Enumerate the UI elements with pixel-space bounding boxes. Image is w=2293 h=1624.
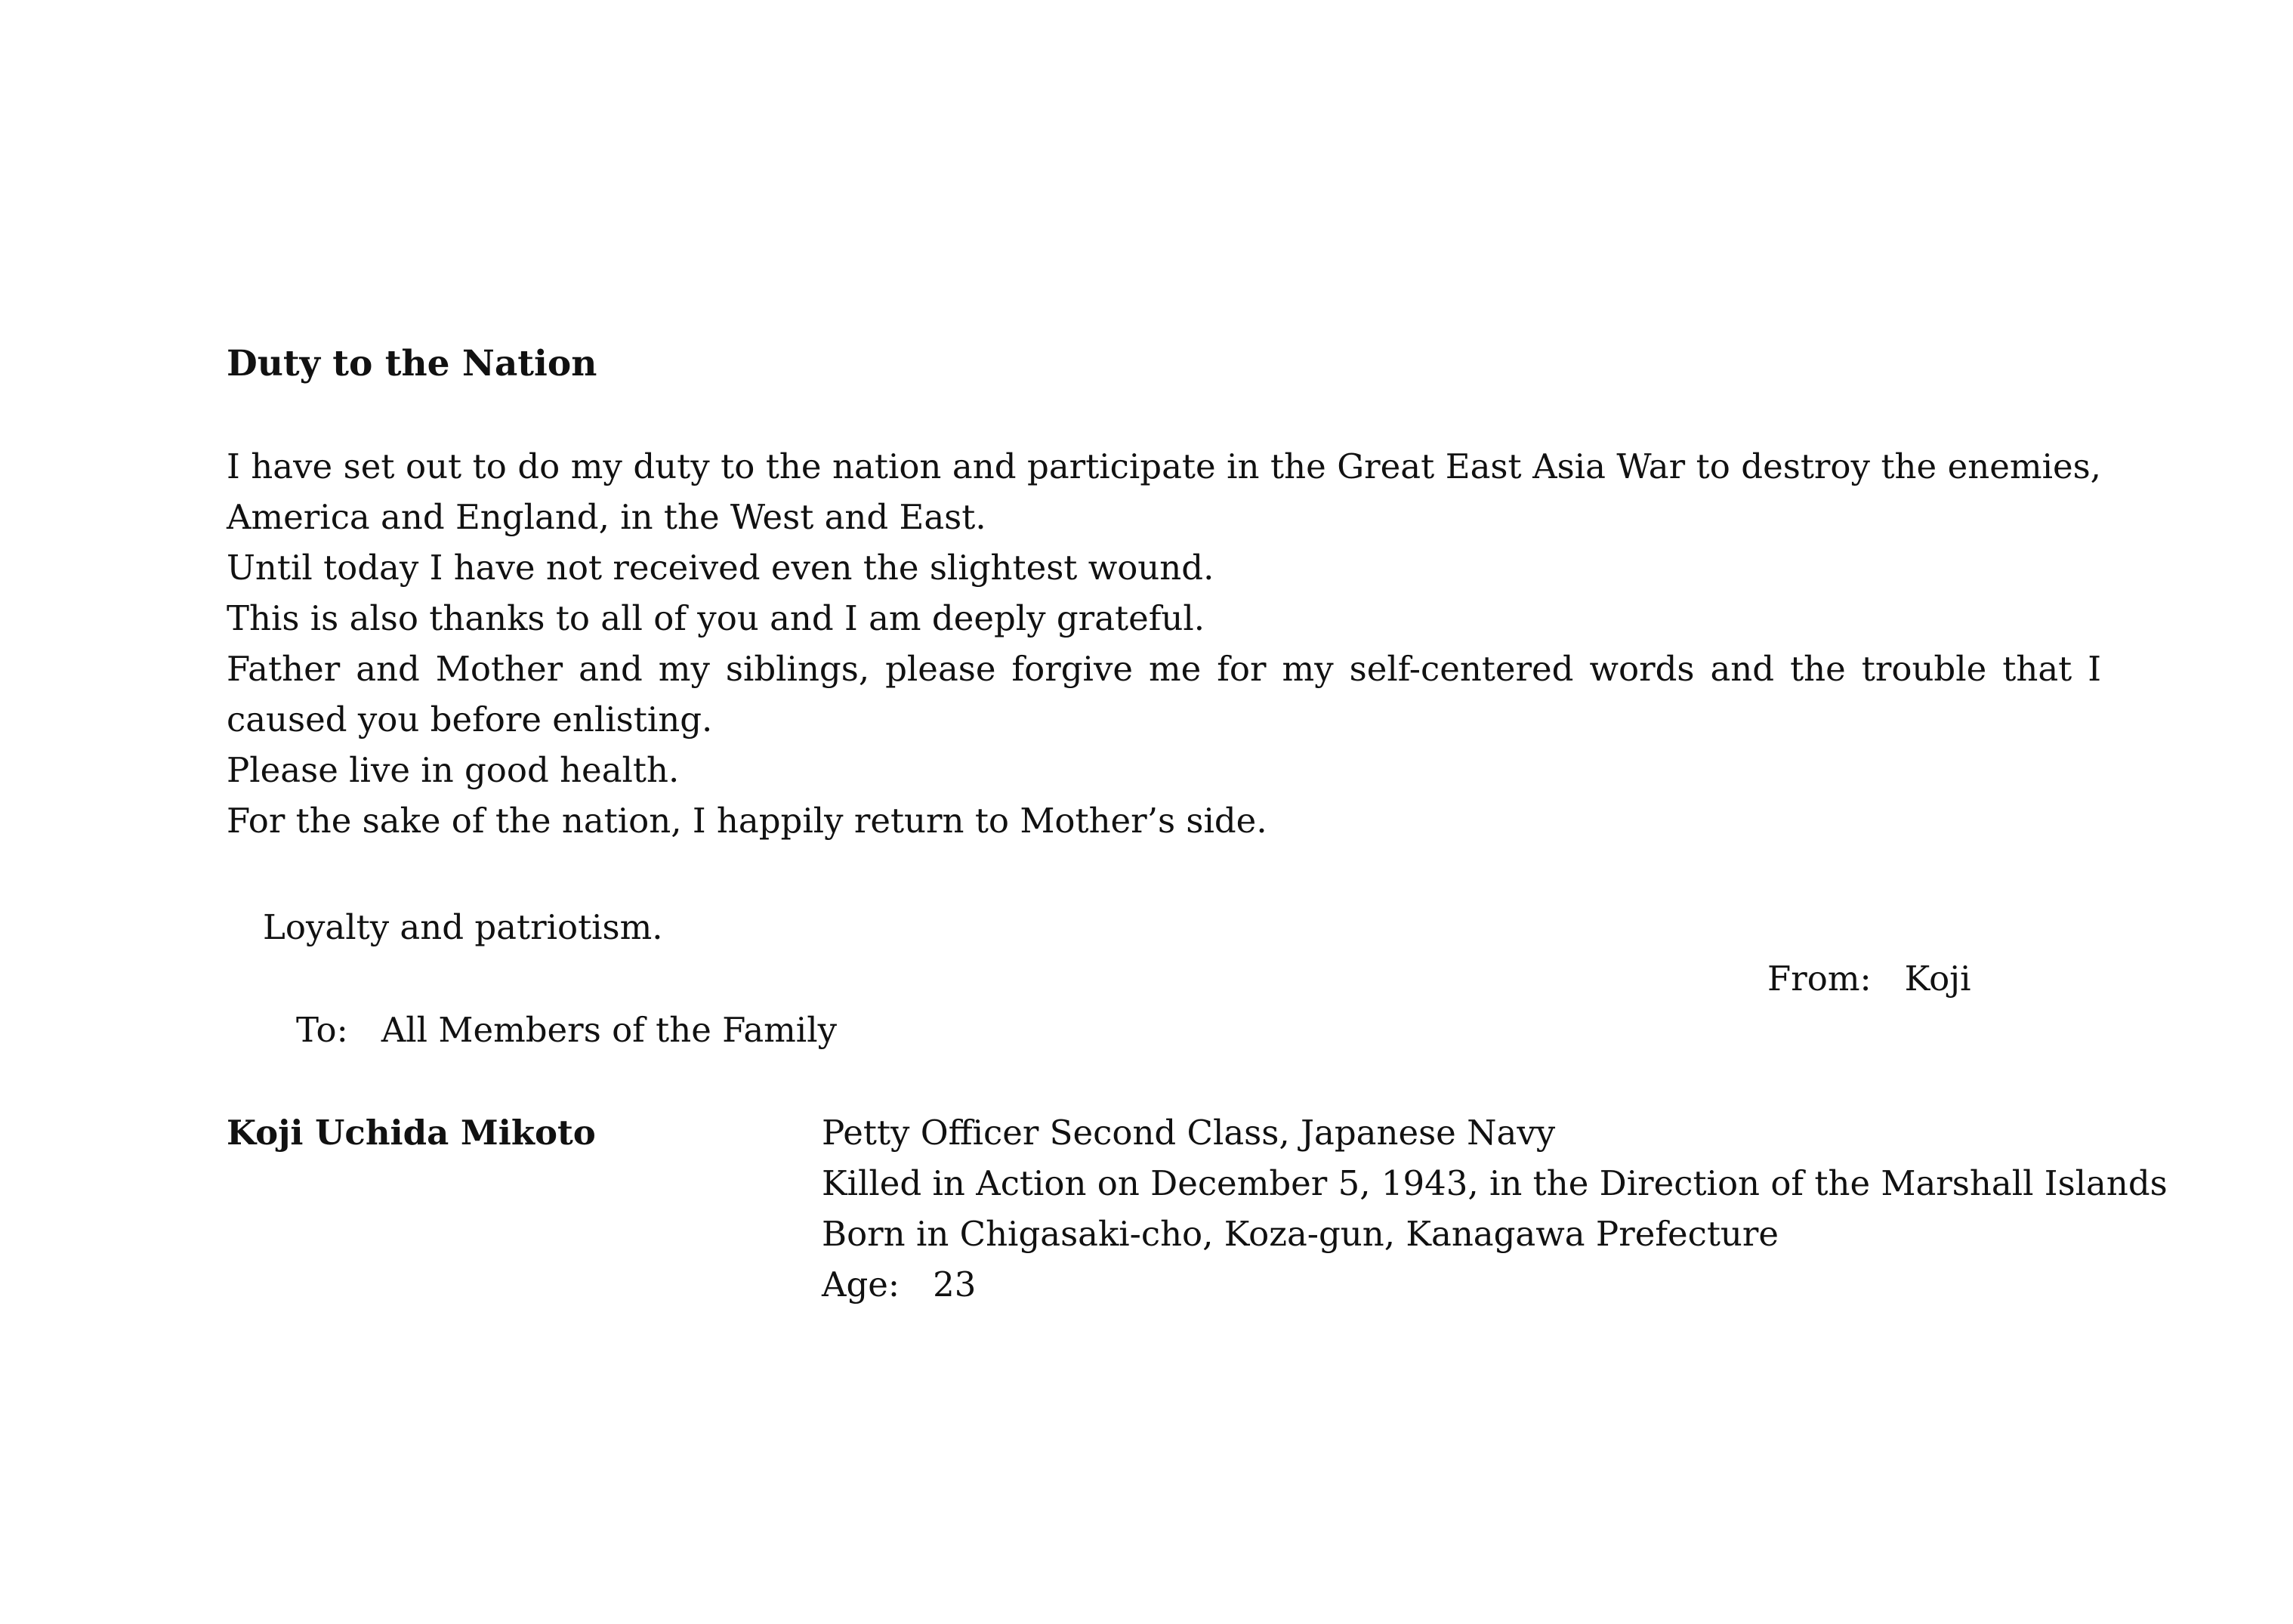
author-birthplace: Born in Chigasaki-cho, Koza-gun, Kanagawa Prefecture [822,1214,1779,1254]
letter-paragraph: Until today I have not received even the slightest wound. [227,548,1214,588]
from-name: Koji [1904,959,1971,999]
letter-paragraph: For the sake of the nation, I happily return to Mother’s side. [227,801,1267,841]
to-name: All Members of the Family [381,1010,838,1050]
author-name: Koji Uchida Mikoto [227,1113,596,1153]
age-value: 23 [933,1264,977,1304]
letter-title: Duty to the Nation [227,343,597,384]
letter-paragraph: Father and Mother and my siblings, please forgive me for my self-centered words and the trouble that I caused you before enlisting. [227,649,2101,739]
letter-body [227,441,2101,846]
author-death: Killed in Action on December 5, 1943, in the Direction of the Marshall Islands [822,1163,2168,1203]
recipient-line [296,1005,837,1055]
author-details [822,1107,2168,1310]
age-label: Age: [822,1264,900,1304]
author-age [822,1259,2168,1310]
from-label: From: [1767,959,1872,999]
letter-paragraph: I have set out to do my duty to the nation and participate in the Great East Asia War to destroy the enemies, America and England, in the West and East. [227,446,2101,537]
letter-paragraph: This is also thanks to all of you and I am deeply grateful. [227,598,1205,638]
sender-line [1767,953,1971,1004]
letter-closing: Loyalty and patriotism. [263,907,663,947]
author-rank: Petty Officer Second Class, Japanese Navy [822,1113,1556,1153]
letter-paragraph: Please live in good health. [227,750,680,790]
to-label: To: [296,1010,348,1050]
